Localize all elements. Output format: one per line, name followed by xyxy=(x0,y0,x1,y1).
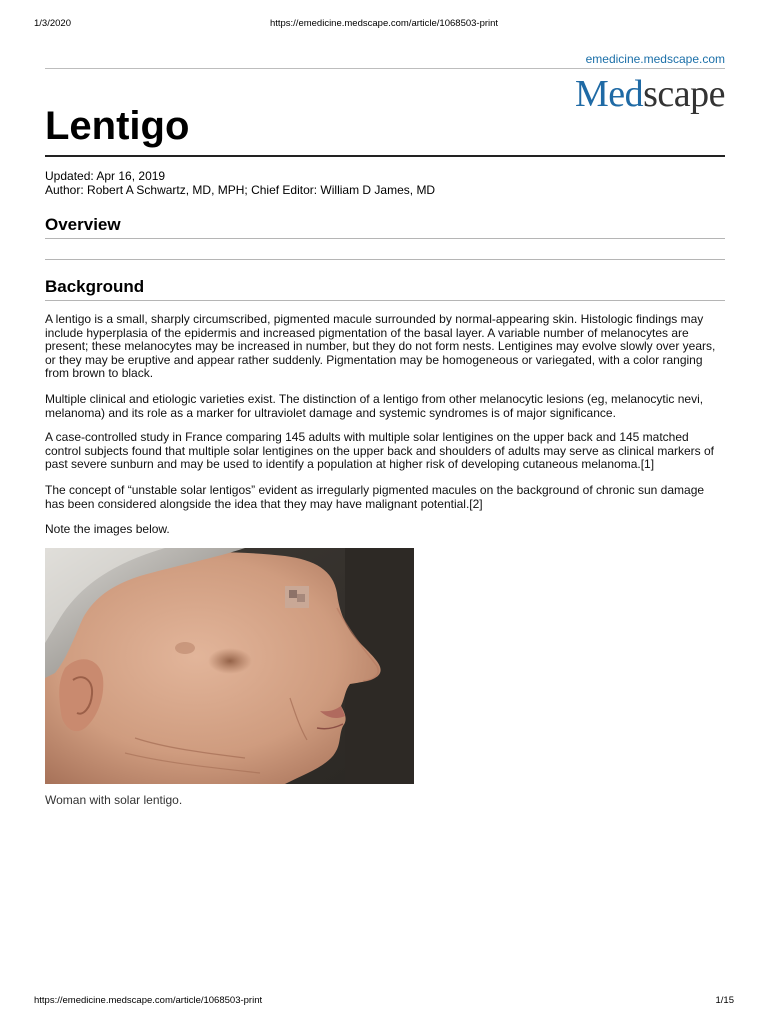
print-footer xyxy=(34,995,734,1007)
updated-date: Updated: Apr 16, 2019 xyxy=(45,169,166,183)
paragraph-5: Note the images below. xyxy=(45,522,170,536)
section-background: Background xyxy=(45,277,145,296)
section-overview: Overview xyxy=(45,215,121,234)
print-url: https://emedicine.medscape.com/article/1068503-print xyxy=(269,18,499,29)
author-line: Author: Robert A Schwartz, MD, MPH; Chief Editor: William D James, MD xyxy=(45,183,436,197)
site-link[interactable]: emedicine.medscape.com xyxy=(585,52,725,66)
paragraph-1: A lentigo is a small, sharply circumscribed, pigmented macule surrounded by normal-appearing skin. Histologic findings may include hyperplasia of the epidermis and increased pigmentation of the basal layer. A variable number of melanocytes are present; these melanocytes may be increased in number, but they do not form nests. Lentigines may evolve slowly over years, or they may be eruptive and appear rather suddenly. Pigmentation may be homogeneous or variegated, with a color ranging from brown to black. xyxy=(45,312,716,381)
paragraph-3: A case-controlled study in France comparing 145 adults with multiple solar lentigines on the upper back and 145 matched control subjects found that multiple solar lentigines on the upper back and shoulders of adults may serve as clinical markers of past severe sunburn and may be used to identify a population at higher risk of developing cutaneous melanoma.[1] xyxy=(45,430,715,472)
clinical-photo-solar-lentigo[interactable] xyxy=(45,548,414,784)
section-divider xyxy=(45,259,725,260)
header-divider xyxy=(45,68,725,69)
background-divider xyxy=(45,300,725,301)
print-date: 1/3/2020 xyxy=(34,18,71,29)
paragraph-4: The concept of “unstable solar lentigos” evident as irregularly pigmented macules on the background of chronic sun damage has been considered alongside the idea that they may have malignant potential.[2] xyxy=(45,483,705,511)
page-number: 1/15 xyxy=(715,995,734,1006)
figure-caption: Woman with solar lentigo. xyxy=(45,793,183,807)
face-profile-image xyxy=(45,548,414,784)
print-header xyxy=(34,18,734,30)
title-divider xyxy=(45,155,725,157)
medscape-logo[interactable]: Medscape xyxy=(574,73,725,115)
page-title: Lentigo xyxy=(45,104,190,148)
overview-divider xyxy=(45,238,725,239)
article-meta xyxy=(45,169,435,197)
paragraph-2: Multiple clinical and etiologic varieties exist. The distinction of a lentigo from other melanocytic lesions (eg, melanocytic nevi, melanoma) and its role as a marker for ultraviolet damage and systemic syndromes is of major significance. xyxy=(45,392,704,420)
footer-url: https://emedicine.medscape.com/article/1068503-print xyxy=(34,995,263,1006)
